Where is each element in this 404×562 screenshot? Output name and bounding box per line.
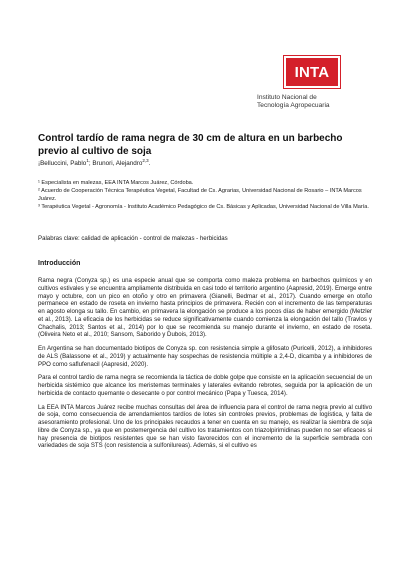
paragraph: La EEA INTA Marcos Juárez recibe muchas consultas del área de influencia para el control de rama negra previo al cultivo de soja, como consecuencia de arrendamientos tardíos de lotes sin controles previos, problemas de logística, y falta de asesoramiento profesional. Uno de los principales recaudos a tener en cuenta en su manejo, es realizar la siembra de soja libre de Conyza sp., ya que en postemergencia del cultivo los tratamientos con triazolpirimidinas pueden no ser eficaces si hay presencia de biotipos resistentes que se han visto favorecidos con el incremento de la superficie sembrada con variedades de soja STS (con resistencia a sulfonilureas). Además, si el cultivo es <box>38 403 372 450</box>
section-heading-intro: Introducción <box>38 260 81 267</box>
author-1: ¡Belluccini, Pablo <box>38 160 87 167</box>
author-2-sup: 2,3 <box>142 157 149 163</box>
paper-title: Control tardío de rama negra de 30 cm de altura en un barbecho previo al cultivo de soja <box>38 133 343 157</box>
affiliation-1: ¹ Especialista en malezas, EEA INTA Marcos Juárez, Córdoba. <box>38 180 194 186</box>
logo-text: INTA <box>294 63 330 81</box>
keywords: Palabras clave: calidad de aplicación - control de malezas - herbicidas <box>38 235 228 242</box>
paragraph: Rama negra (Conyza sp.) es una especie anual que se comporta como maleza problema en barbechos químicos y en cultivos estivales y se encuentra ampliamente distribuida en casi todo el territorio argentino (Aapresid, 2019). Emerge entre mayo y octubre, con un pico en otoño y otro en primavera (Gianelli, Bedmar et al., 2017). Cuando emerge en otoño permanece en estado de roseta en invierno hasta principios de primavera. Recién con el incremento de las temperaturas en agosto elonga su tallo. En cambio, en primavera la elongación se produce a los pocos días de haber emergido (Metzler et al., 2013). La eficacia de los herbicidas se reduce significativamente cuando comienza la elongación del tallo (Travlos y Chachalis, 2013; Santos et al., 2014) por lo que se recomienda su manejo durante el invierno, en estado de roseta. (Oliveira Neto et al., 2010; Sansom, Saborido y Dubois, 2013). <box>38 277 372 339</box>
author-line <box>38 157 372 168</box>
body-text <box>38 277 372 456</box>
author-1-sup: 1 <box>86 157 89 163</box>
author-end: . <box>148 160 151 167</box>
institution-line-1: Instituto Nacional de <box>257 94 317 101</box>
author-2: ; Brunori, Alejandro <box>88 160 143 167</box>
paragraph: En Argentina se han documentado biotipos de Conyza sp. con resistencia simple a glifosato (Puricelli, 2012), a inhibidores de ALS (Balassone et al., 2019) y actualmente hay sospechas de resistencia múltiple a 2,4-D, dicamba y a inhibidores de PPO como saflufenacil (Aapresid, 2020). <box>38 345 372 368</box>
inta-logo <box>284 56 340 88</box>
affiliations <box>38 180 372 212</box>
institution-name <box>257 94 357 110</box>
affiliation-3: ³ Terapéutica Vegetal - Agronomía - Instituto Académico Pedagógico de Cs. Básicas y Aplicadas, Universidad Nacional de Villa María. <box>38 203 369 210</box>
institution-line-2: Tecnología Agropecuaria <box>257 102 330 109</box>
paragraph: Para el control tardío de rama negra se recomienda la táctica de doble golpe que consiste en la aplicación secuencial de un herbicida sistémico que alcance los meristemas terminales y laterales evitando rebrotes, seguida por la aplicación de un herbicida de contacto quemante o desecante o por control mecánico (Papa y Tuesca, 2014). <box>38 374 373 397</box>
affiliation-2: ² Acuerdo de Cooperación Técnica Terapéutica Vegetal, Facultad de Cs. Agrarias, Universidad Nacional de Rosario – INTA Marcos Juárez. <box>38 188 362 202</box>
